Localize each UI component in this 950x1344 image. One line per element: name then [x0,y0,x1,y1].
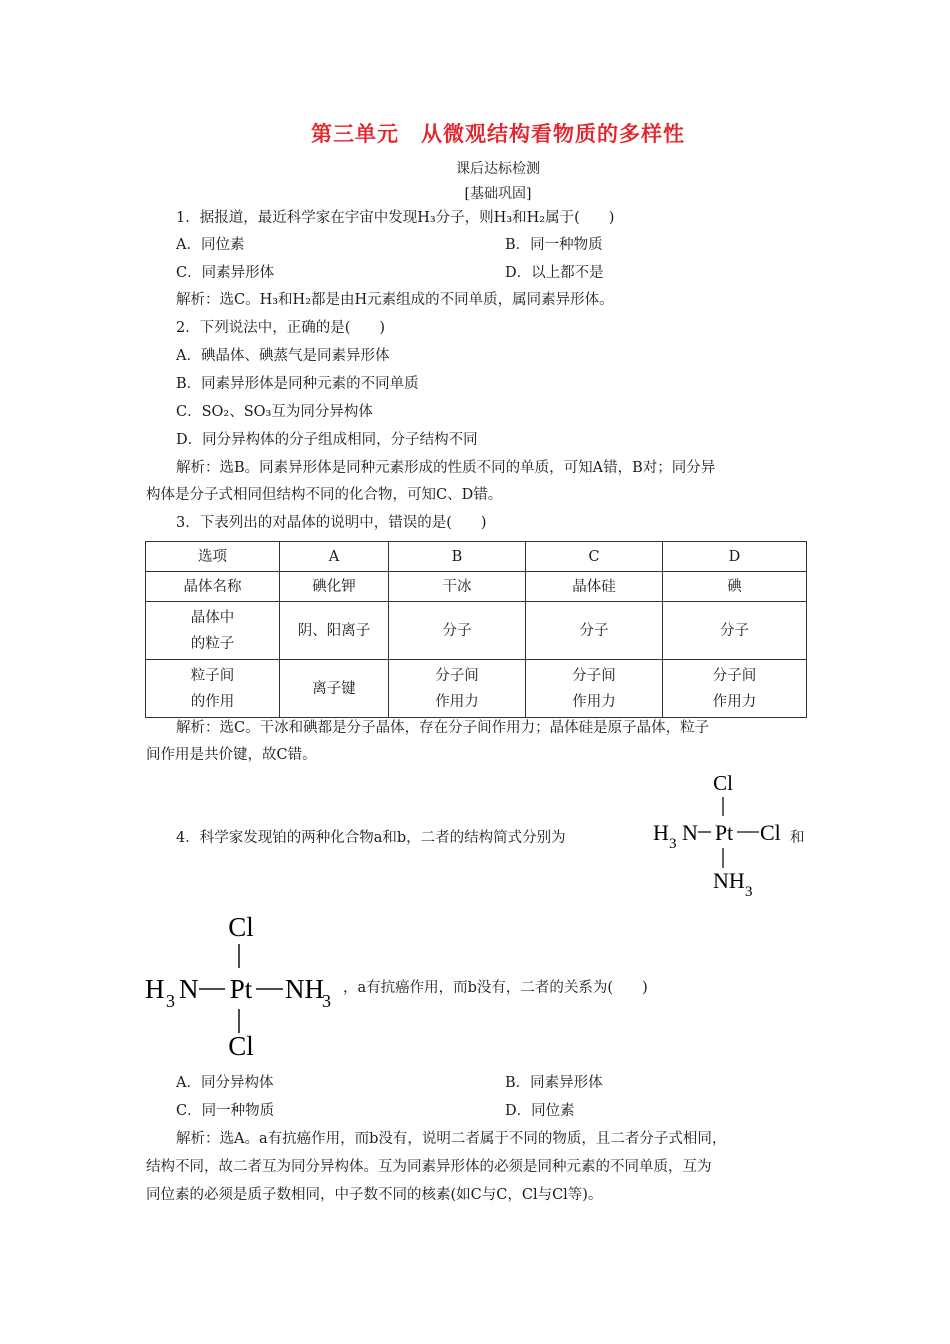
section-heading: [基础巩固] [464,186,532,202]
cell-line: 分子间 [712,667,757,684]
table-header-cell: D [663,542,807,572]
table-header-row [146,542,807,572]
cell-line: 作用力 [712,693,757,710]
table-cell [389,660,526,718]
cell-line: 作用力 [572,693,616,710]
q2-option-b: B．同素异形体是同种元素的不同单质 [176,376,419,392]
table-cell: 碘化钾 [280,572,389,602]
q2-stem: 2．下列说法中，正确的是( ) [176,320,386,336]
q3-analysis-line2: 间作用是共价键，故C错。 [146,747,317,763]
table-header-cell: B [389,542,526,572]
struct-b-right-sub: 3 [322,991,331,1011]
table-cell: 分子 [526,602,663,660]
table-cell: 分子 [663,602,807,660]
struct-a-left-h: H [653,820,669,845]
table-cell: 晶体名称 [146,572,280,602]
q4-analysis-line1: 解析：选A。a有抗癌作用，而b没有，说明二者属于不同的物质，且二者分子式相同， [176,1131,727,1147]
q2-analysis-line2: 构体是分子式相同但结构不同的化合物，可知C、D错。 [146,487,503,503]
q2-analysis-line1: 解析：选B。同素异形体是同种元素形成的性质不同的单质，可知A错，B对；同分异 [176,460,716,476]
table-cell: 干冰 [389,572,526,602]
q1-option-a: A．同位素 [176,237,245,253]
table-row [146,660,807,718]
struct-a-top-cl: Cl [713,771,733,795]
q4-option-d: D．同位素 [505,1103,575,1119]
page-title: 第三单元 从微观结构看物质的多样性 [311,122,685,146]
structure-a [645,768,795,903]
struct-b-left-h: H [145,974,165,1004]
table-header-cell: A [280,542,389,572]
q1-stem: 1．据报道，最近科学家在宇宙中发现H₃分子，则H₃和H₂属于( ) [176,210,615,226]
q2-option-c: C．SO₂、SO₃互为同分异构体 [176,404,373,420]
q4-stem-part1: 4．科学家发现铂的两种化合物a和b，二者的结构简式分别为 [176,830,566,846]
table-row [146,572,807,602]
cell-line: 的粒子 [190,635,235,652]
table-cell: 阴、阳离子 [280,602,389,660]
struct-a-right-cl: Cl [760,820,781,845]
table-cell: 分子 [389,602,526,660]
table-cell [663,660,807,718]
struct-b-center-pt: Pt [229,974,253,1004]
struct-a-bottom-nh: NH [713,868,745,893]
table-cell [526,660,663,718]
cell-line: 的作用 [190,693,235,710]
struct-a-left-n: N [682,820,698,845]
q1-option-b: B．同一种物质 [505,237,603,253]
table-cell: 碘 [663,572,807,602]
q3-analysis-line1: 解析：选C。干冰和碘都是分子晶体，存在分子间作用力；晶体硅是原子晶体，粒子 [176,720,710,736]
table-cell [146,602,280,660]
cell-line: 晶体中 [190,609,235,626]
q1-option-c: C．同素异形体 [176,265,275,281]
q4-analysis-line3: 同位素的必须是质子数相同，中子数不同的核素(如C与C，Cl与Cl等)。 [146,1187,603,1203]
q4-option-a: A．同分异构体 [176,1075,274,1091]
struct-b-right-nh: NH [285,974,324,1004]
subtitle: 课后达标检测 [456,161,540,177]
structure-b [142,910,347,1065]
q1-option-d: D．以上都不是 [505,265,604,281]
q2-option-d: D．同分异构体的分子组成相同，分子结构不同 [176,432,478,448]
q4-stem-part2: ，a有抗癌作用，而b没有，二者的关系为( ) [343,980,648,996]
table-cell [146,660,280,718]
cell-line: 粒子间 [190,667,235,684]
cell-line: 作用力 [435,693,479,710]
q4-analysis-line2: 结构不同，故二者互为同分异构体。互为同素异形体的必须是同种元素的不同单质，互为 [146,1159,712,1175]
table-cell: 离子键 [280,660,389,718]
q4-option-c: C．同一种物质 [176,1103,275,1119]
cell-line: 分子间 [435,667,479,684]
struct-a-center-pt: Pt [714,820,734,845]
struct-b-left-sub: 3 [166,991,175,1011]
table-header-cell: C [526,542,663,572]
struct-b-left-n: N [179,974,199,1004]
q4-option-b: B．同素异形体 [505,1075,603,1091]
struct-a-bottom-sub: 3 [745,884,753,900]
struct-a-left-sub: 3 [669,836,677,852]
q2-option-a: A．碘晶体、碘蒸气是同素异形体 [176,348,390,364]
table-row [146,602,807,660]
q1-analysis: 解析：选C。H₃和H₂都是由H元素组成的不同单质，属同素异形体。 [176,292,614,308]
crystal-table [145,541,807,718]
table-header-cell: 选项 [146,542,280,572]
cell-line: 分子间 [572,667,616,684]
struct-b-bottom-cl: Cl [228,1031,254,1061]
q4-stem-and: 和 [790,830,805,846]
struct-b-top-cl: Cl [228,912,254,942]
table-cell: 晶体硅 [526,572,663,602]
q3-stem: 3．下表列出的对晶体的说明中，错误的是( ) [176,515,487,531]
